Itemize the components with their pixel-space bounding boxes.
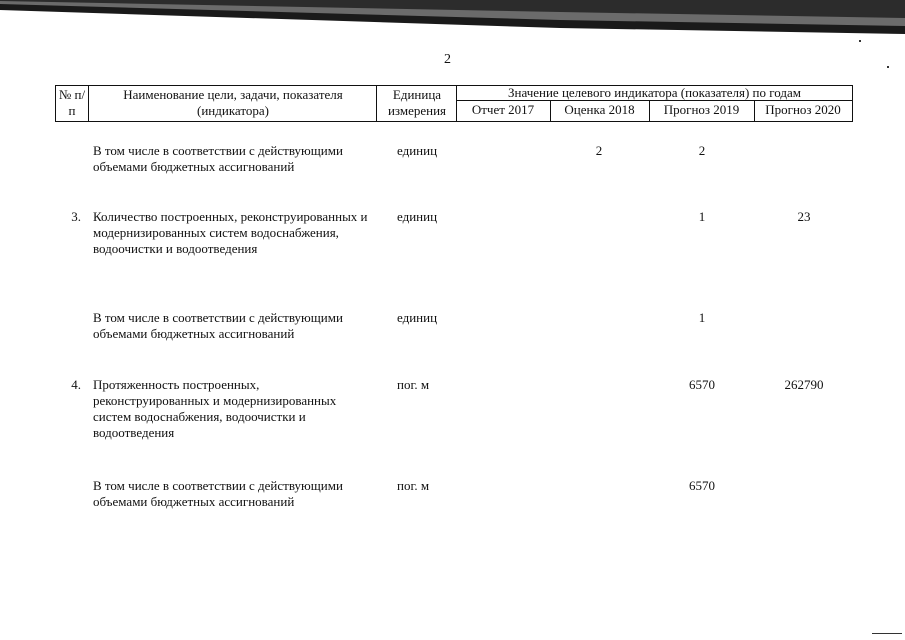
- row-name: В том числе в соответствии с действующими объемами бюджетных ассигнований: [93, 478, 343, 509]
- row-value-2019: 6570: [689, 478, 715, 493]
- page-number: 2: [444, 52, 451, 67]
- header-values-group: Значение целевого индикатора (показателя) по годам: [507, 85, 801, 100]
- header-rule-v: [55, 85, 56, 122]
- row-value-2019: 1: [698, 209, 706, 224]
- scan-speck: [872, 633, 902, 634]
- header-rule-bottom: [55, 121, 853, 122]
- row-unit: пог. м: [397, 478, 430, 493]
- header-rule-v: [376, 85, 377, 122]
- row-name: В том числе в соответствии с действующими объемами бюджетных ассигнований: [93, 310, 343, 341]
- scan-speck: [859, 40, 861, 42]
- row-value-2018: 2: [595, 143, 603, 158]
- row-unit: единиц: [397, 310, 438, 325]
- header-year-2018: Оценка 2018: [564, 102, 635, 117]
- row-value-2020: 23: [797, 209, 811, 224]
- row-name: Количество построенных, реконструированных и модернизированных систем водоснабжения, водоочистки и водоотведения: [93, 209, 368, 256]
- header-name: Наименование цели, задачи, показателя (индикатора): [123, 87, 343, 118]
- row-number: 3.: [71, 209, 81, 224]
- row-value-2019: 6570: [689, 377, 715, 392]
- row-value-2019: 1: [698, 310, 706, 325]
- row-unit: единиц: [397, 143, 438, 158]
- row-value-2019: 2: [698, 143, 706, 158]
- row-unit: единиц: [397, 209, 438, 224]
- row-unit: пог. м: [397, 377, 430, 392]
- header-year-2020: Прогноз 2020: [765, 102, 841, 117]
- row-name: Протяженность построенных, реконструированных и модернизированных систем водоснабжения, водоочистки и водоотведения: [93, 377, 337, 440]
- scan-edge-shadow: [0, 0, 905, 36]
- header-rule-v: [88, 85, 89, 122]
- row-number: 4.: [71, 377, 81, 392]
- header-rule-v: [852, 85, 853, 122]
- header-num: № п/п: [58, 87, 86, 118]
- table-header: [55, 85, 853, 122]
- row-value-2020: 262790: [784, 377, 824, 392]
- header-unit: Единица измерения: [387, 87, 447, 118]
- row-name: В том числе в соответствии с действующими объемами бюджетных ассигнований: [93, 143, 343, 174]
- header-year-2017: Отчет 2017: [471, 102, 535, 117]
- header-year-2019: Прогноз 2019: [663, 102, 740, 117]
